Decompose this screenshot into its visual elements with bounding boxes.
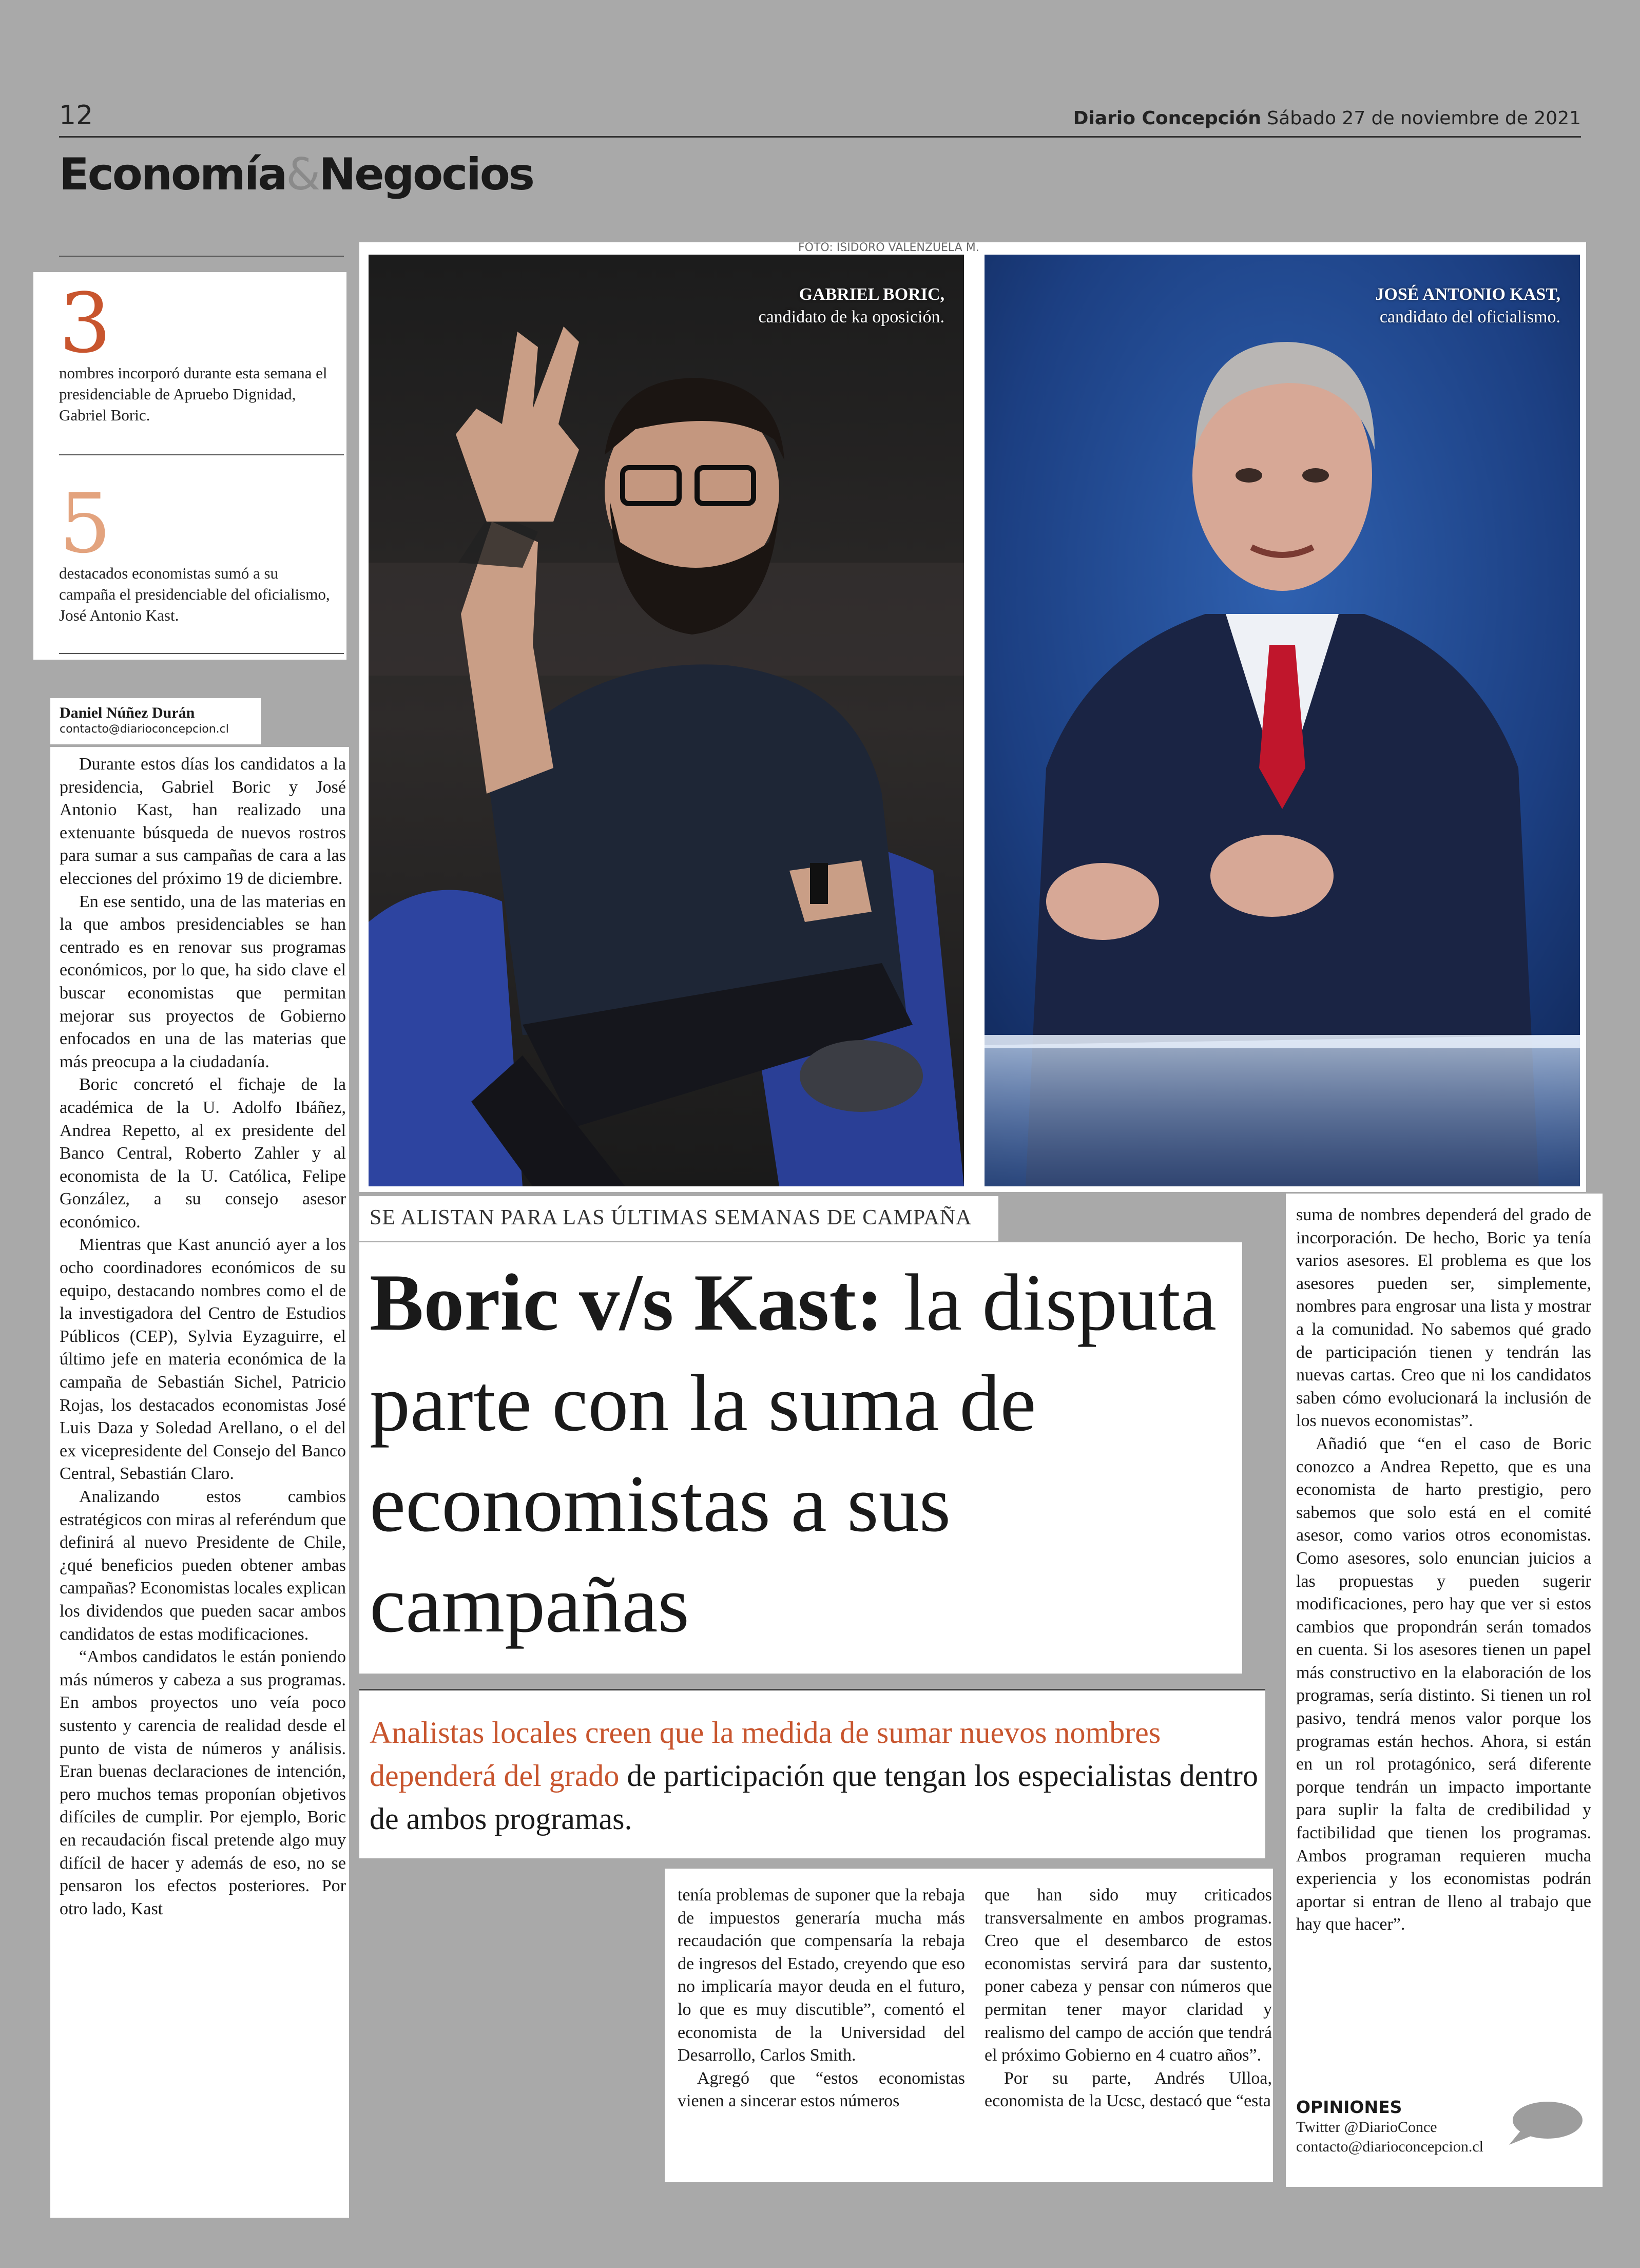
photo-credit: FOTO: ISIDORO VALENZUELA M. (798, 241, 979, 254)
masthead (1073, 108, 1581, 129)
headline-box (359, 1242, 1242, 1674)
paragraph: Analizando estos cambios estratégicos con miras al referéndum que definirá al nuevo Presidente de Chile, ¿qué beneficios pueden obtener ambas campañas? Economistas locales explican los dividendos que pueden sacar ambos candidatos de estas modificaciones. (60, 1487, 346, 1644)
kicker-box (359, 1196, 998, 1241)
deck (370, 1711, 1265, 1840)
section-ampersand: & (286, 149, 319, 200)
stat-number-2: 5 (59, 475, 111, 571)
stats-top-rule (59, 256, 344, 257)
paragraph: suma de nombres dependerá del grado de incorporación. De hecho, Boric ya tenía varios asesores. El problema es que los asesores pueden ser, simplemente, nombres para engrosar una lista y mostrar a la comunidad. No sabemos qué grado de participación tienen y tendrán las nuevas cartas. Creo que ni los candidatos saben cómo evolucionará la inclusión de los nuevos economistas”. (1296, 1205, 1591, 1431)
paragraph: Añadió que “en el caso de Boric conozco a Andrea Repetto, que es una economista de harto prestigio, pero sabemos que solo está en el comité asesor, como varios otros economistas. Como asesores, solo enuncian juicios a las propuestas y pueden sugerir modificaciones, pero hay que ver si estos cambios que propondrán serán tomados en cuenta. Si los asesores tienen un papel más constructivo en la elaboración de los programas, sería distinto. Si tienen un rol pasivo, tendrá menos valor porque los programas están hechos. Ahora, si están en un rol protagónico, será diferente porque tendrán un impacto importante para suplir la falta de credibilidad y factibilidad que tienen los programas. Ambos programan requieren mucha experiencia y los economistas podrán aportar si entran de lleno al trabajo que hay que hacer”. (1296, 1434, 1591, 1934)
opinions-twitter: Twitter @DiarioConce (1296, 2119, 1437, 2136)
caption-boric-name: GABRIEL BORIC, (799, 285, 944, 304)
photo-boric (369, 255, 964, 1186)
caption-boric (678, 283, 944, 329)
caption-kast-name: JOSÉ ANTONIO KAST, (1375, 285, 1560, 304)
paragraph: Por su parte, Andrés Ulloa, economista de la Ucsc, destacó que “esta (985, 2068, 1272, 2111)
paragraph: En ese sentido, una de las materias en la que ambos presidenciables se han centrado es en renovar sus programas económicos, por lo que, ha sido clave el buscar economistas que permitan mejorar sus proyectos de Gobierno enfocados en una de las materias que más preocupa a la ciudadanía. (60, 892, 346, 1071)
photo-frame (359, 242, 1586, 1192)
body-column-1 (50, 747, 349, 2218)
photo-kast (985, 255, 1580, 1186)
deck-rest: de participación que tengan los especialistas dentro de ambos programas. (370, 1759, 1258, 1836)
section-title-a: Economía (59, 149, 286, 200)
byline-email: contacto@diarioconcepcion.cl (60, 723, 229, 736)
opinions-box (1296, 2097, 1483, 2157)
stat-text-2: destacados economistas sumó a su campaña el presidenciable del oficialismo, José Antonio Kast. (59, 564, 330, 624)
byline-name: Daniel Núñez Durán (60, 704, 195, 721)
paragraph: tenía problemas de suponer que la rebaja de impuestos generaría mucha más recaudación que compensaría la rebaja de ingresos del Estado, creyendo que eso no implicaría mayor deuda en el futuro, lo que es muy discutible”, comentó el economista de la Universidad del Desarrollo, Carlos Smith. (678, 1886, 965, 2065)
paragraph: Boric concretó el fichaje de la académica de la U. Adolfo Ibáñez, Andrea Repetto, al ex presidente del Banco Central, Roberto Zahler y al economista de la U. Católica, Felipe González, a su consejo asesor económico. (60, 1075, 346, 1232)
boric-photo-illustration (369, 255, 964, 1186)
kast-photo-illustration (985, 255, 1580, 1186)
body-column-4 (1286, 1194, 1603, 2187)
paragraph: Agregó que “estos economistas vienen a sincerar estos números (678, 2068, 965, 2111)
paragraph: “Ambos candidatos le están poniendo más números y cabeza a sus programas. En ambos proyectos uno veía poco sustento y carencia de realidad desde el punto de vista de números y análisis. Eran buenas declaraciones de intención, pero muchos temas proponían objetivos difíciles de cumplir. Por ejemplo, Boric en recaudación fiscal pretende algo muy difícil de hacer y además de eso, no se pensaron los efectos posteriores. Por otro lado, Kast (60, 1647, 346, 1918)
page-number: 12 (59, 100, 93, 131)
headline-bold: Boric v/s Kast: (370, 1258, 883, 1348)
byline (50, 698, 261, 744)
stats-box (33, 272, 346, 660)
opinions-email: contacto@diarioconcepcion.cl (1296, 2138, 1483, 2155)
section-title-b: Negocios (319, 149, 533, 200)
caption-boric-text: candidato de ka oposición. (758, 307, 944, 326)
caption-kast-text: candidato del oficialismo. (1379, 307, 1560, 326)
header-rule (59, 136, 1581, 138)
paragraph: que han sido muy criticados transversalmente en ambos programas. Creo que el desembarco de estos economistas servirá para dar sustento, poner cabeza y pensar con números que permitan tener mayor claridad y realismo del campo de acción que tendrá el próximo Gobierno en 4 cuatro años”. (985, 1886, 1272, 2065)
speech-bubble-icon (1507, 2100, 1584, 2146)
paragraph: Mientras que Kast anunció ayer a los ocho coordinadores económicos de su equipo, destacando nombres como el de la investigadora del Centro de Estudios Públicos (CEP), Sylvia Eyzaguirre, el último jefe en materia económica de la campaña de Sebastián Sichel, Patricio Rojas, los destacados economistas José Luis Daza y Soledad Arellano, o el del ex vicepresidente del Consejo del Banco Central, Sebastián Claro. (60, 1235, 346, 1484)
body-column-3 (985, 1884, 1272, 2113)
body-column-2 (678, 1884, 965, 2113)
paragraph: Durante estos días los candidatos a la presidencia, Gabriel Boric y José Antonio Kast, han realizado una extenuante búsqueda de nuevos rostros para sumar a sus campañas de cara a las elecciones del próximo 19 de diciembre. (60, 755, 346, 888)
stats-divider (59, 454, 344, 455)
issue-date: Sábado 27 de noviembre de 2021 (1267, 108, 1581, 129)
section-title (59, 149, 533, 200)
deck-box (359, 1689, 1265, 1858)
stat-number-1: 3 (59, 275, 111, 371)
stats-bottom-rule (59, 653, 344, 654)
body-columns-2-3 (665, 1869, 1273, 2182)
kicker: SE ALISTAN PARA LAS ÚLTIMAS SEMANAS DE CAMPAÑA (370, 1206, 972, 1229)
headline-rest: la disputa parte con la suma de economistas a sus campañas (370, 1258, 1217, 1649)
headline (370, 1253, 1242, 1655)
caption-kast (1314, 283, 1560, 329)
deck-highlight: Analistas locales creen que la medida de sumar nuevos nombres dependerá del grado (370, 1716, 1161, 1793)
publication-name: Diario Concepción (1073, 108, 1261, 129)
opinions-title: OPINIONES (1296, 2097, 1402, 2117)
stat-text-1: nombres incorporó durante esta semana el presidenciable de Apruebo Dignidad, Gabriel Boric. (59, 364, 327, 424)
